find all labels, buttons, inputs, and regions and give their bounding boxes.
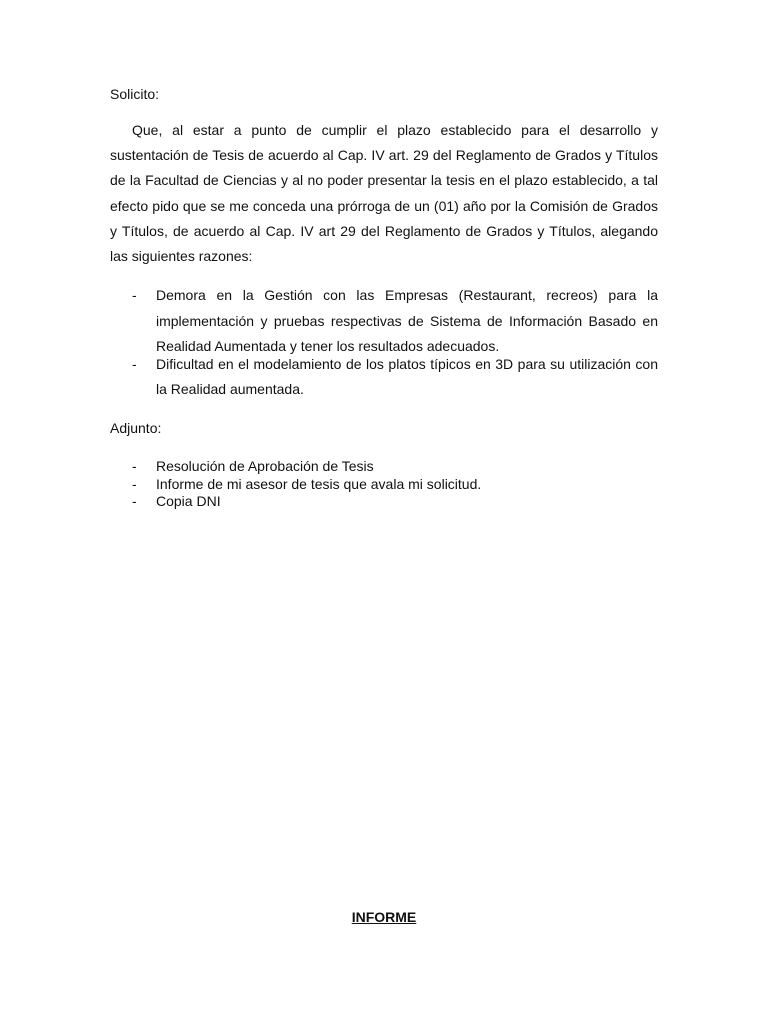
attachments-list — [110, 458, 658, 511]
request-paragraph: Que, al estar a punto de cumplir el plazo establecido para el desarrollo y sustentación de Tesis de acuerdo al Cap. IV art. 29 del Reglamento de Grados y Títulos de la Facultad de Ciencias y al no poder presentar la tesis en el plazo establecido, a tal efecto pido que se me conceda una prórroga de un (01) año por la Comisión de Grados y Títulos, de acuerdo al Cap. IV art 29 del Reglamento de Grados y Títulos, alegando las siguientes razones: — [110, 122, 658, 265]
attachment-text: Resolución de Aprobación de Tesis — [156, 458, 374, 474]
list-item — [110, 283, 658, 360]
informe-title: INFORME — [351, 909, 417, 925]
list-item — [110, 476, 658, 494]
adjunto-heading: Adjunto: — [110, 420, 162, 436]
solicito-heading: Solicito: — [110, 86, 160, 102]
bullet-dash: - — [132, 458, 137, 474]
attachment-text: Informe de mi asesor de tesis que avala mi solicitud. — [156, 475, 482, 492]
bullet-dash: - — [132, 475, 137, 492]
reason-text: Demora en la Gestión con las Empresas (Restaurant, recreos) para la implementación y pruebas respectivas de Sistema de Información Basado en Realidad Aumentada y tener los resultados adecuados. — [156, 287, 658, 354]
reason-text: Dificultad en el modelamiento de los platos típicos en 3D para su utilización con la Realidad aumentada. — [156, 355, 658, 397]
list-item — [110, 352, 658, 403]
attachment-text: Copia DNI — [156, 493, 221, 509]
bullet-dash: - — [132, 355, 137, 372]
reasons-list — [110, 283, 658, 403]
list-item — [110, 458, 658, 476]
bullet-dash: - — [132, 493, 137, 509]
bullet-dash: - — [132, 287, 137, 303]
list-item — [110, 493, 658, 511]
